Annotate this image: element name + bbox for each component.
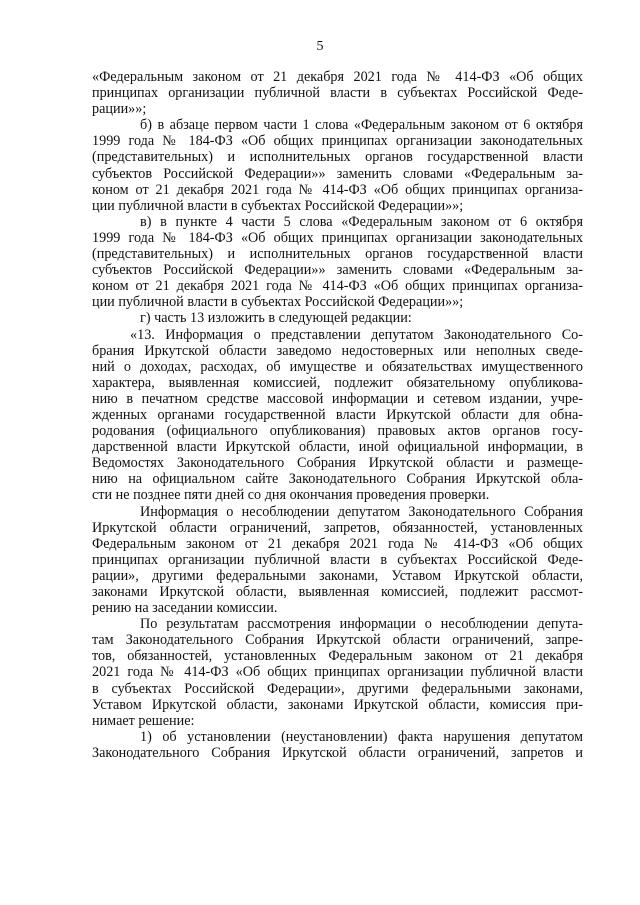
text-line: 1999 года № 184-ФЗ «Об общих принципах организации законодательных	[92, 133, 583, 150]
text-line: ции публичной власти в субъектах Российской Федерации»»;	[92, 294, 464, 311]
text-line: 1999 года № 184-ФЗ «Об общих принципах организации законодательных	[92, 229, 583, 246]
text-line: брания Иркутской области заведомо недостоверных или неполных сведе-	[92, 342, 583, 359]
text-line: По результатам рассмотрения информации о несоблюдении депута-	[140, 616, 583, 633]
text-line: Иркутской области ограничений, запретов, обязанностей, установленных	[92, 519, 583, 536]
text-line: принципах организации публичной власти в субъектах Российской Феде-	[92, 551, 583, 568]
text-line: субъектов Российской Федерации»» заменить словами «Федеральным за-	[92, 165, 583, 182]
text-line: 2021 года № 414-ФЗ «Об общих принципах организации публичной власти	[92, 664, 583, 681]
text-line: субъектов Российской Федерации»» заменить словами «Федеральным за-	[92, 262, 583, 279]
text-line: родования (официального опубликования) правовых актов органов госу-	[92, 423, 583, 440]
text-line: Ведомостях Законодательного Собрания Иркутской области и размеще-	[92, 455, 583, 472]
text-line: коном от 21 декабря 2021 года № 414-ФЗ «Об общих принципах организа-	[92, 181, 583, 198]
text-line: законами Иркутской области, выявленная комиссией, подлежит рассмот-	[92, 584, 583, 600]
text-line: Законодательного Собрания Иркутской области ограничений, запретов и	[92, 744, 583, 761]
text-line: ний о доходах, расходах, об имуществе и обязательствах имущественного	[92, 358, 583, 375]
text-line: 1) об установлении (неустановлении) факта нарушения депутатом	[140, 728, 583, 745]
text-line: г) часть 13 изложить в следующей редакции:	[140, 310, 412, 327]
text-line: характера, выявленная комиссией, подлежит обязательному опубликова-	[92, 374, 583, 391]
text-line: б) в абзаце первом части 1 слова «Федеральным законом от 6 октября	[140, 117, 583, 134]
text-line: нимает решение:	[92, 712, 195, 729]
text-line: рации», другими федеральными законами, Уставом Иркутской области,	[92, 567, 583, 584]
text-line: Информация о несоблюдении депутатом Законодательного Собрания	[140, 503, 583, 520]
text-line: рению на заседании комиссии.	[92, 600, 278, 617]
text-line: принципах организации публичной власти в субъектах Российской Феде-	[92, 85, 583, 102]
page-number: 5	[316, 39, 324, 54]
text-line: жденных органами государственной власти Иркутской области для обна-	[92, 406, 583, 423]
text-line: дарственной власти Иркутской области, иной официальной информации, в	[92, 439, 583, 456]
text-line: «13. Информация о представлении депутатом Законодательного Со-	[130, 326, 583, 343]
text-line: Федеральным законом от 21 декабря 2021 года № 414-ФЗ «Об общих	[92, 535, 583, 552]
document-body	[92, 69, 583, 761]
text-line: рации»»;	[92, 101, 147, 118]
text-line: тов, обязанностей, установленных Федеральным законом от 21 декабря	[92, 648, 583, 665]
text-line: (представительных) и исполнительных органов государственной власти	[92, 246, 583, 263]
text-line: ции публичной власти в субъектах Российской Федерации»»;	[92, 197, 464, 214]
text-line: нию в печатном средстве массовой информации и сетевом издании, учре-	[92, 390, 583, 407]
text-line: коном от 21 декабря 2021 года № 414-ФЗ «Об общих принципах организа-	[92, 278, 583, 295]
text-line: «Федеральным законом от 21 декабря 2021 года № 414-ФЗ «Об общих	[92, 69, 583, 85]
text-line: (представительных) и исполнительных органов государственной власти	[92, 149, 583, 166]
text-line: в субъектах Российской Федерации», другими федеральными законами,	[92, 680, 583, 697]
text-line: там Законодательного Собрания Иркутской области ограничений, запре-	[92, 632, 583, 649]
text-line: нию на официальном сайте Законодательного Собрания Иркутской обла-	[92, 471, 583, 488]
text-line: сти не позднее пяти дней со дня окончания проведения проверки.	[92, 487, 490, 504]
text-line: Уставом Иркутской области, законами Иркутской области, комиссия при-	[92, 696, 583, 713]
text-line: в) в пункте 4 части 5 слова «Федеральным законом от 6 октября	[140, 213, 583, 230]
